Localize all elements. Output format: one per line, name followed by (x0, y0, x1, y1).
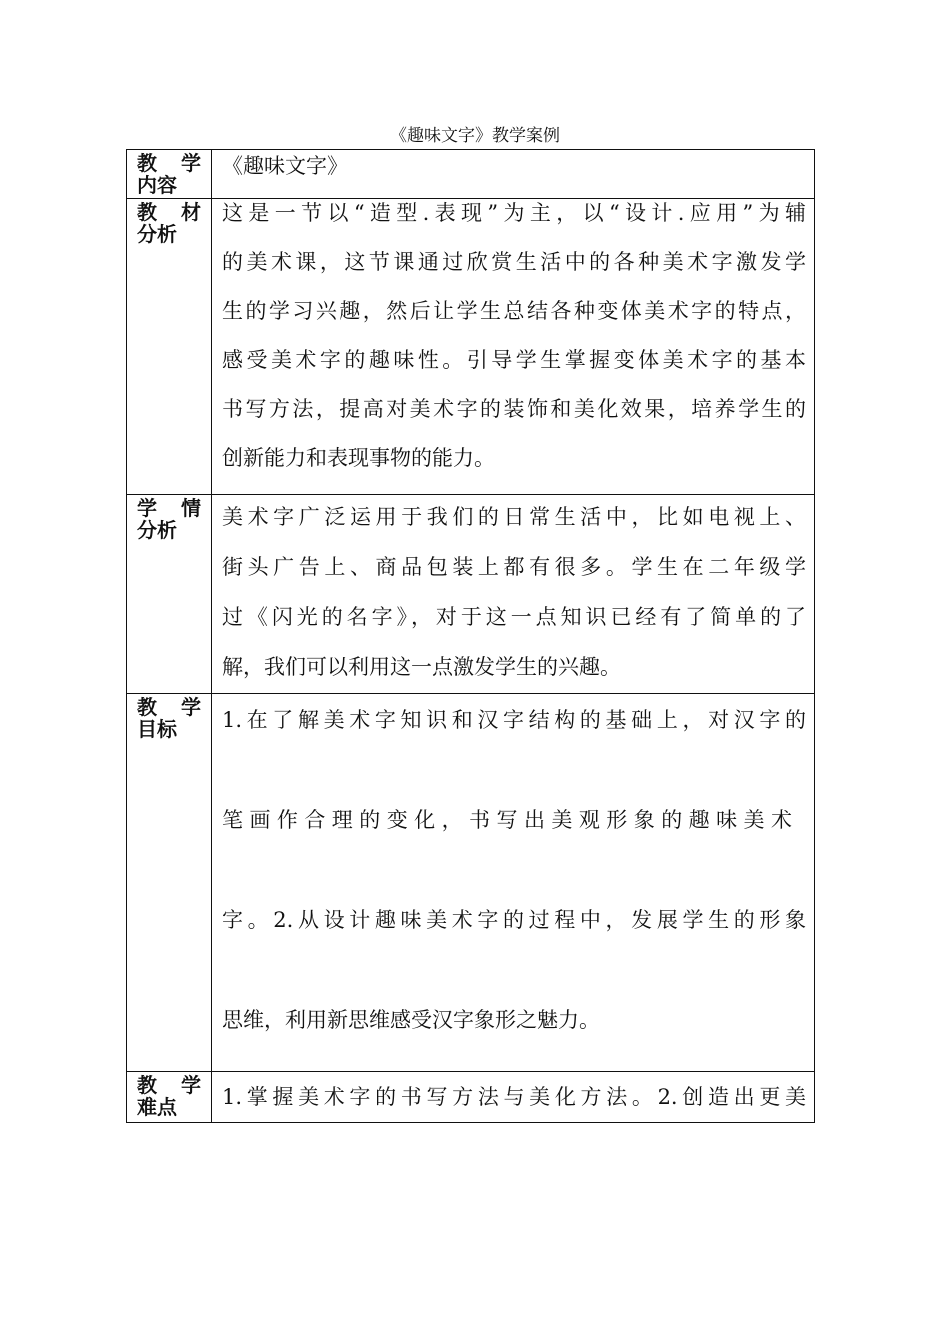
row-label-line: 难点 (137, 1095, 177, 1119)
document-title: 《趣味文字》教学案例 (390, 126, 560, 146)
content-line: 感受美术字的趣味性。引导学生掌握变体美术字的基本 (222, 348, 806, 372)
row-label-line: 教学 (137, 695, 201, 719)
content-line: 过《闪光的名字》，对于这一点知识已经有了简单的了 (222, 605, 806, 629)
row-label-line: 教材 (137, 200, 201, 224)
content-line: 的美术课，这节课通过欣赏生活中的各种美术字激发学 (222, 250, 806, 274)
row-label-line: 内容 (137, 173, 177, 197)
content-line: 《趣味文字》 (222, 154, 348, 178)
row-label (127, 150, 212, 198)
table-row-teaching-goals (127, 693, 814, 1071)
row-label-line: 教学 (137, 1073, 201, 1097)
content-line: 这是一节以“造型.表现”为主，以“设计.应用”为辅 (222, 201, 806, 225)
row-label (127, 495, 212, 693)
row-label (127, 199, 212, 494)
content-line: 字。2.从设计趣味美术字的过程中，发展学生的形象 (222, 908, 806, 932)
content-line: 1.掌握美术字的书写方法与美化方法。2.创造出更美 (222, 1085, 806, 1109)
row-label-line: 教学 (137, 151, 201, 175)
content-line: 思维，利用新思维感受汉字象形之魅力。 (222, 1008, 600, 1032)
content-line: 笔画作合理的变化，书写出美观形象的趣味美术 (222, 808, 792, 832)
row-content (212, 189, 814, 494)
row-content (212, 1072, 814, 1122)
lesson-plan-table (126, 149, 815, 1123)
content-line: 创新能力和表现事物的能力。 (222, 446, 495, 470)
table-row-material-analysis (127, 198, 814, 494)
content-line: 1.在了解美术字知识和汉字结构的基础上，对汉字的 (222, 708, 806, 732)
table-row-student-analysis (127, 494, 814, 693)
row-label (127, 1072, 212, 1122)
row-label-line: 目标 (137, 717, 177, 741)
content-line: 街头广告上、商品包装上都有很多。学生在二年级学 (222, 555, 806, 579)
row-label-line: 学情 (137, 496, 201, 520)
row-content (212, 492, 814, 693)
content-line: 书写方法，提高对美术字的装饰和美化效果，培养学生的 (222, 397, 806, 421)
content-line: 生的学习兴趣，然后让学生总结各种变体美术字的特点， (222, 299, 806, 323)
row-label-line: 分析 (137, 518, 177, 542)
row-label-line: 分析 (137, 222, 177, 246)
row-label (127, 694, 212, 1071)
content-line: 美术字广泛运用于我们的日常生活中，比如电视上、 (222, 505, 806, 529)
row-content (212, 670, 814, 1071)
table-row-teaching-difficulties (127, 1071, 814, 1122)
content-line: 解，我们可以利用这一点激发学生的兴趣。 (222, 655, 621, 679)
